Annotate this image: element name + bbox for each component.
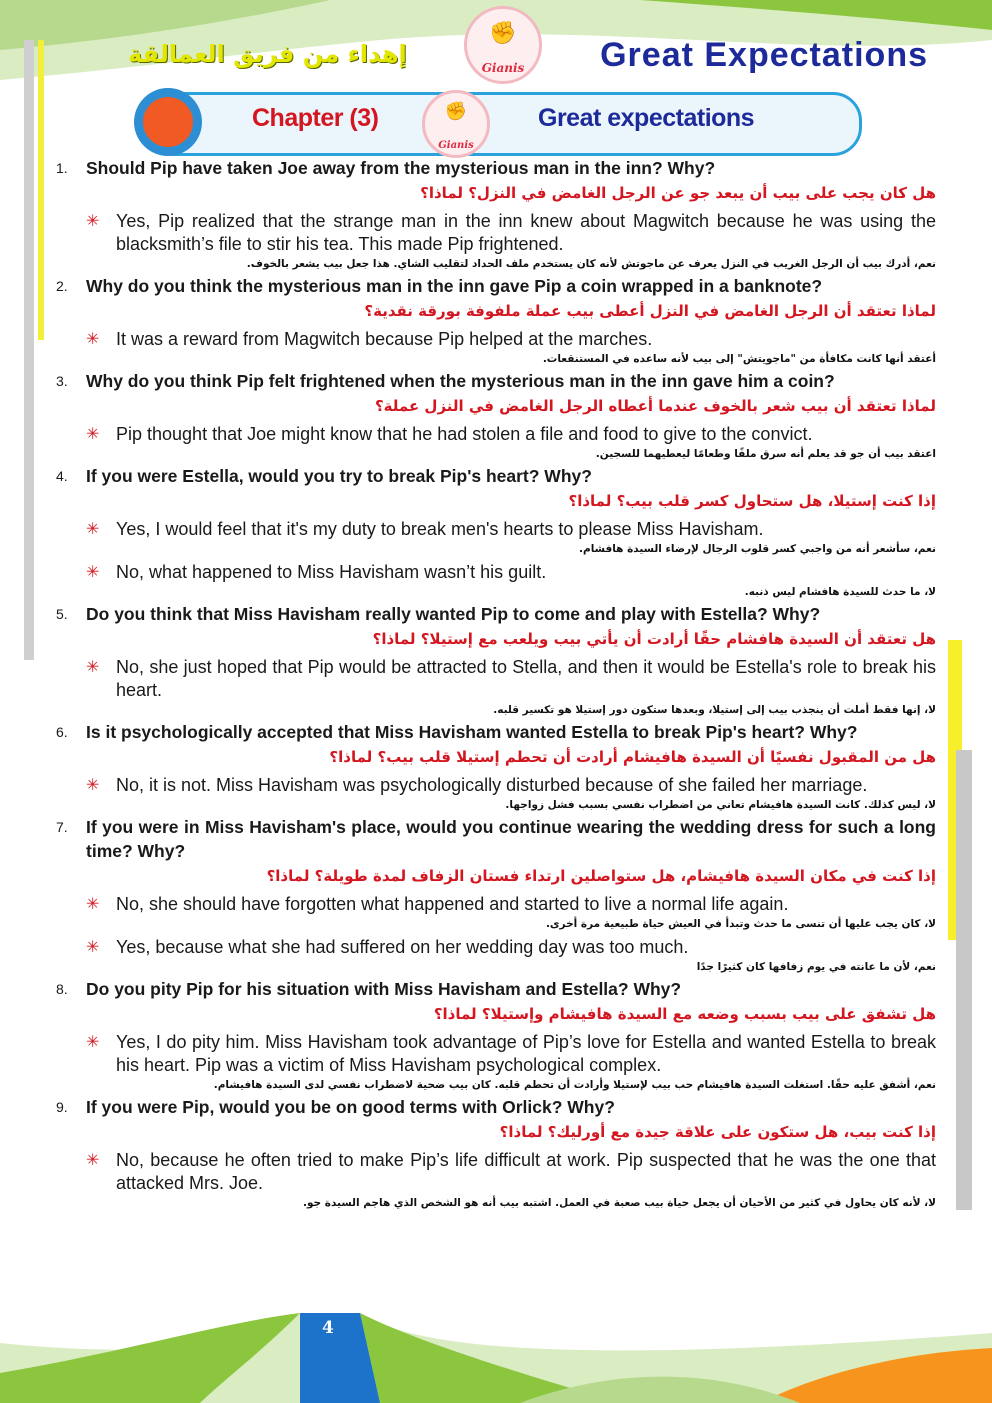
question-number: 1. [56,160,68,176]
question-text: Do you think that Miss Havisham really wanted Pip to come and play with Estella? Why? [86,604,821,624]
page-number: 4 [322,1318,334,1338]
question-translation: هل تعتقد أن السيدة هافشام حقًا أرادت أن يأتي بيب ويلعب مع إستيلا؟ لماذا؟ [372,630,936,648]
asterisk-icon: ✳ [86,1034,100,1051]
answer-translation: نعم، لأن ما عانته في يوم زفافها كان كثيرًا جدًا [696,961,936,973]
question-number: 8. [56,981,68,997]
question-block [0,156,992,272]
header-dedication: إهداء من فريق العمالقة [128,40,407,68]
question-block [0,602,992,718]
question-text: Why do you think Pip felt frightened when the mysterious man in the inn gave him a coin? [86,371,835,391]
answer-translation: لا، ما حدث للسيدة هافشام ليس ذنبه. [744,586,936,598]
answer-text: Yes, I would feel that it's my duty to break men's hearts to please Miss Havisham. [116,519,764,539]
answer-translation: لا، إنها فقط أملت أن ينجذب بيب إلى إستيلا، وبعدها ستكون دور إستيلا هو تكسير قلبه. [493,704,936,716]
answer-text: Yes, Pip realized that the strange man in the inn knew about Magwitch because he was using the blacksmith’s file to stir his tea. This made Pip frightened. [116,211,936,254]
fist-icon: ✊ [444,101,468,122]
answer-text: Yes, I do pity him. Miss Havisham took advantage of Pip’s love for Estella and wanted Estella to break his heart. Pip was a victim of Miss Havisham psychological complex. [116,1032,936,1075]
question-block [0,464,992,600]
answer-text: No, what happened to Miss Havisham wasn’t his guilt. [116,562,547,582]
question-block [0,720,992,813]
answer-translation: نعم، سأشعر أنه من واجبي كسر قلوب الرجال لإرضاء السيدة هافشام. [579,543,936,555]
answer-translation: لا، كان يجب عليها أن تنسى ما حدث وتبدأ في العيش حياة طبيعية مرة أخرى. [545,918,936,930]
question-text: If you were in Miss Havisham's place, would you continue wearing the wedding dress for such a long time? Why? [86,817,936,861]
question-block [0,977,992,1093]
question-number: 4. [56,468,68,484]
qa-list [0,154,992,1211]
header-title: Great Expectations [600,36,928,74]
asterisk-icon: ✳ [86,896,100,913]
answer-translation: اعتقد بيب أن جو قد يعلم أنه سرق ملفًا وطعامًا ليعطيهما للسجين. [595,448,936,460]
answer-text: No, she should have forgotten what happened and started to live a normal life again. [116,894,789,914]
question-translation: هل من المقبول نفسيًا أن السيدة هافيشام أرادت أن تحطم إستيلا قلب بيب؟ لماذا؟ [329,748,936,766]
question-text: Why do you think the mysterious man in the inn gave Pip a coin wrapped in a banknote? [86,276,823,296]
asterisk-icon: ✳ [86,659,100,676]
bottom-decoration [0,1293,992,1403]
question-number: 2. [56,278,68,294]
question-number: 9. [56,1099,68,1115]
asterisk-icon: ✳ [86,331,100,348]
question-translation: إذا كنت إستيلا، هل ستحاول كسر قلب بيب؟ لماذا؟ [568,492,936,510]
banner-logo [422,90,490,158]
question-number: 6. [56,724,68,740]
answer-text: It was a reward from Magwitch because Pip helped at the marches. [116,329,653,349]
answer-text: No, she just hoped that Pip would be attracted to Stella, and then it would be Estella's role to break his heart. [116,657,936,700]
banner-circle-icon [134,88,202,156]
answer-translation: أعتقد أنها كانت مكافأة من "ماجويتش" إلى بيب لأنه ساعده في المستنقعات. [542,353,936,365]
question-block [0,274,992,367]
question-translation: هل تشفق على بيب بسبب وضعه مع السيدة هافيشام وإستيلا؟ لماذا؟ [433,1005,936,1023]
answer-translation: نعم، أدرك بيب أن الرجل الغريب في النزل يعرف عن ماجوتش لأنه كان يستخدم ملف الحداد لتقليب الشاي. هذا جعل بيب يشعر بالخوف. [246,258,936,270]
question-translation: هل كان يجب على بيب أن يبعد جو عن الرجل الغامض في النزل؟ لماذا؟ [420,184,936,202]
logo [464,6,542,84]
question-text: If you were Estella, would you try to break Pip's heart? Why? [86,466,592,486]
answer-translation: نعم، أشفق عليه حقًا. استغلت السيدة هافيشام حب بيب لإستيلا وأرادت أن تحطم قلبه. كان بيب ضحية لاضطراب نفسي لدى السيدة هافيشام. [213,1079,936,1091]
answer-text: Yes, because what she had suffered on her wedding day was too much. [116,937,689,957]
answer-translation: لا، لأنه كان يحاول في كثير من الأحيان أن يجعل حياة بيب صعبة في العمل. اشتبه بيب أنه هو الشخص الذي هاجم السيدة جو. [302,1197,936,1209]
asterisk-icon: ✳ [86,564,100,581]
question-translation: لماذا تعتقد أن بيب شعر بالخوف عندما أعطاه الرجل الغامض في النزل عملة؟ [374,397,936,415]
asterisk-icon: ✳ [86,939,100,956]
answer-text: No, it is not. Miss Havisham was psychologically disturbed because of she failed her marriage. [116,775,868,795]
chapter-label: Chapter (3) [252,104,379,132]
question-translation: لماذا تعتقد أن الرجل الغامض في النزل أعطى بيب عملة ملفوفة بورقة نقدية؟ [364,302,936,320]
question-block [0,1095,992,1211]
asterisk-icon: ✳ [86,213,100,230]
question-text: Do you pity Pip for his situation with Miss Havisham and Estella? Why? [86,979,682,999]
asterisk-icon: ✳ [86,777,100,794]
answer-text: Pip thought that Joe might know that he had stolen a file and food to give to the convict. [116,424,813,444]
logo-text: Gianis [481,61,525,75]
banner-logo-text: Gianis [438,140,474,151]
question-text: Should Pip have taken Joe away from the mysterious man in the inn? Why? [86,158,716,178]
chapter-title: Great expectations [538,104,755,132]
question-text: If you were Pip, would you be on good terms with Orlick? Why? [86,1097,615,1117]
asterisk-icon: ✳ [86,521,100,538]
question-translation: إذا كنت في مكان السيدة هافيشام، هل ستواصلين ارتداء فستان الزفاف لمدة طويلة؟ لماذا؟ [266,867,936,885]
question-number: 5. [56,606,68,622]
question-text: Is it psychologically accepted that Miss Havisham wanted Estella to break Pip's heart? Why? [86,722,858,742]
question-number: 3. [56,373,68,389]
asterisk-icon: ✳ [86,426,100,443]
answer-text: No, because he often tried to make Pip’s life difficult at work. Pip suspected that he was the one that attacked Mrs. Joe. [116,1150,936,1193]
asterisk-icon: ✳ [86,1152,100,1169]
question-block [0,369,992,462]
question-translation: إذا كنت بيب، هل ستكون على علاقة جيدة مع أورليك؟ لماذا؟ [499,1123,936,1141]
question-block [0,815,992,975]
answer-translation: لا، ليس كذلك. كانت السيدة هافيشام تعاني من اضطراب نفسي بسبب فشل زواجها. [505,799,936,811]
question-number: 7. [56,819,68,835]
fist-icon: ✊ [489,21,517,46]
